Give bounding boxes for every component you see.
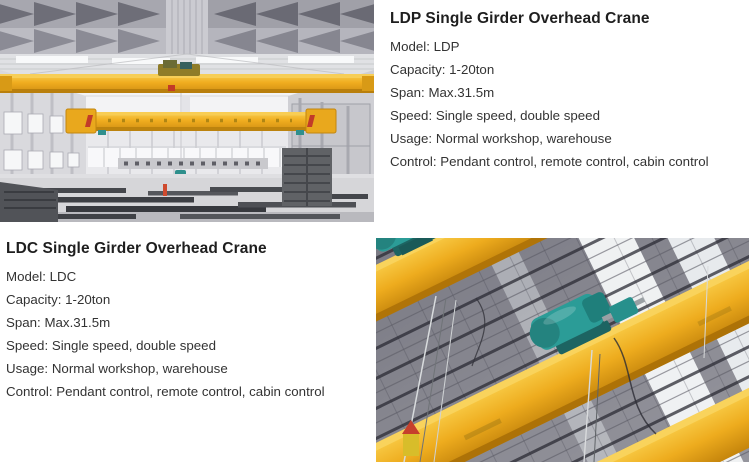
ldc-spec-span: Span: Max.31.5m (6, 315, 111, 330)
girder-hoist-illustration (376, 238, 749, 462)
ldc-spec-model: Model: LDC (6, 269, 77, 284)
ldp-spec-control: Control: Pendant control, remote control, cabin control (390, 154, 709, 169)
ldp-spec-model: Model: LDP (390, 39, 460, 54)
ldc-spec-speed: Speed: Single speed, double speed (6, 338, 216, 353)
girder-hoist-closeup-photo (376, 238, 749, 462)
ldp-title: LDP Single Girder Overhead Crane (390, 10, 650, 27)
ldc-title: LDC Single Girder Overhead Crane (6, 240, 267, 257)
ldc-spec-block (6, 239, 372, 403)
ldp-spec-capacity: Capacity: 1-20ton (390, 62, 495, 77)
ldc-spec-capacity: Capacity: 1-20ton (6, 292, 111, 307)
ldc-spec-control: Control: Pendant control, remote control, cabin control (6, 384, 325, 399)
upper-crane-girder (0, 74, 374, 93)
ldp-spec-usage: Usage: Normal workshop, warehouse (390, 131, 612, 146)
ldc-spec-usage: Usage: Normal workshop, warehouse (6, 361, 228, 376)
back-runway-beam (118, 158, 268, 169)
ldp-spec-span: Span: Max.31.5m (390, 85, 495, 100)
ldp-spec-block (390, 9, 745, 173)
workshop-overview-illustration (0, 0, 374, 222)
ldp-spec-speed: Speed: Single speed, double speed (390, 108, 600, 123)
roof-chevron-panels (0, 0, 374, 54)
workshop-overview-photo (0, 0, 374, 222)
rotated-roof-and-girders (376, 238, 749, 462)
